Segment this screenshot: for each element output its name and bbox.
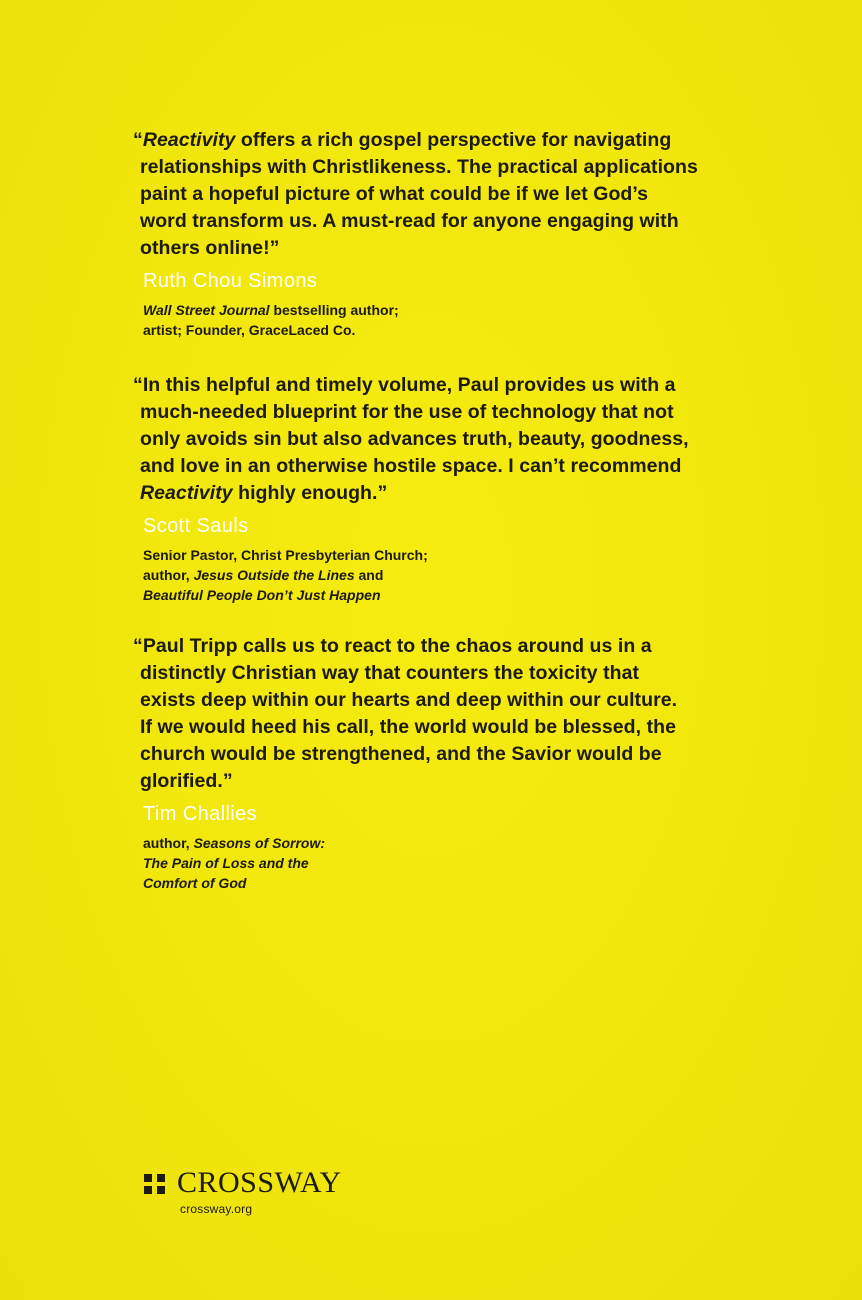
endorsement-1 (133, 127, 760, 340)
credential-line: Beautiful People Don’t Just Happen (143, 587, 381, 603)
quote-line: distinctly Christian way that counters the toxicity that (140, 662, 640, 684)
crossway-squares-icon (144, 1172, 168, 1194)
quote-line: If we would heed his call, the world would be blessed, the (140, 716, 676, 738)
quote-line: exists deep within our hearts and deep within our culture. (140, 689, 678, 711)
endorser-name: Tim Challies (143, 803, 258, 825)
publisher-logo-row (144, 1166, 342, 1200)
quote-line: glorified.” (140, 770, 233, 792)
endorsement-3 (133, 633, 760, 893)
quote-line: only avoids sin but also advances truth, beauty, goodness, (140, 428, 689, 450)
quote-line: much-needed blueprint for the use of technology that not (140, 401, 674, 423)
credential-line: Senior Pastor, Christ Presbyterian Church; (143, 547, 428, 563)
publisher-url: crossway.org (180, 1202, 253, 1216)
quote-line: “Reactivity offers a rich gospel perspective for navigating (133, 129, 672, 151)
endorser-name: Ruth Chou Simons (143, 270, 318, 292)
publisher-logo (144, 1166, 342, 1216)
endorsement-quote (133, 127, 760, 262)
endorsement-2 (133, 372, 760, 605)
book-title-italic: Reactivity (142, 129, 236, 151)
book-title-italic: Reactivity (140, 482, 233, 504)
credential-line: The Pain of Loss and the (143, 855, 309, 871)
credential-line: Comfort of God (143, 875, 247, 891)
quote-line: church would be strengthened, and the Savior would be (140, 743, 662, 765)
quote-line: others online!” (140, 237, 280, 259)
quote-line: paint a hopeful picture of what could be if we let God’s (140, 183, 649, 205)
endorser-credentials (143, 300, 760, 340)
credential-line: author, Jesus Outside the Lines and (143, 567, 384, 583)
quote-line: and love in an otherwise hostile space. I can’t recommend (140, 455, 682, 477)
endorser-credentials (143, 545, 760, 605)
quote-line: “Paul Tripp calls us to react to the chaos around us in a (133, 635, 652, 657)
endorsement-quote (133, 372, 760, 507)
quote-line: word transform us. A must-read for anyone engaging with (140, 210, 679, 232)
endorsement-quote (133, 633, 760, 795)
endorser-name: Scott Sauls (143, 515, 249, 537)
credential-line: author, Seasons of Sorrow: (143, 835, 326, 851)
quote-line: relationships with Christlikeness. The practical applications (140, 156, 698, 178)
quote-line: Reactivity highly enough.” (140, 482, 388, 504)
credential-line: Wall Street Journal bestselling author; (143, 302, 399, 318)
credential-line: artist; Founder, GraceLaced Co. (143, 322, 356, 338)
endorser-credentials (143, 833, 760, 893)
quote-line: “In this helpful and timely volume, Paul provides us with a (133, 374, 676, 396)
publisher-name: CROSSWAY (177, 1166, 342, 1199)
